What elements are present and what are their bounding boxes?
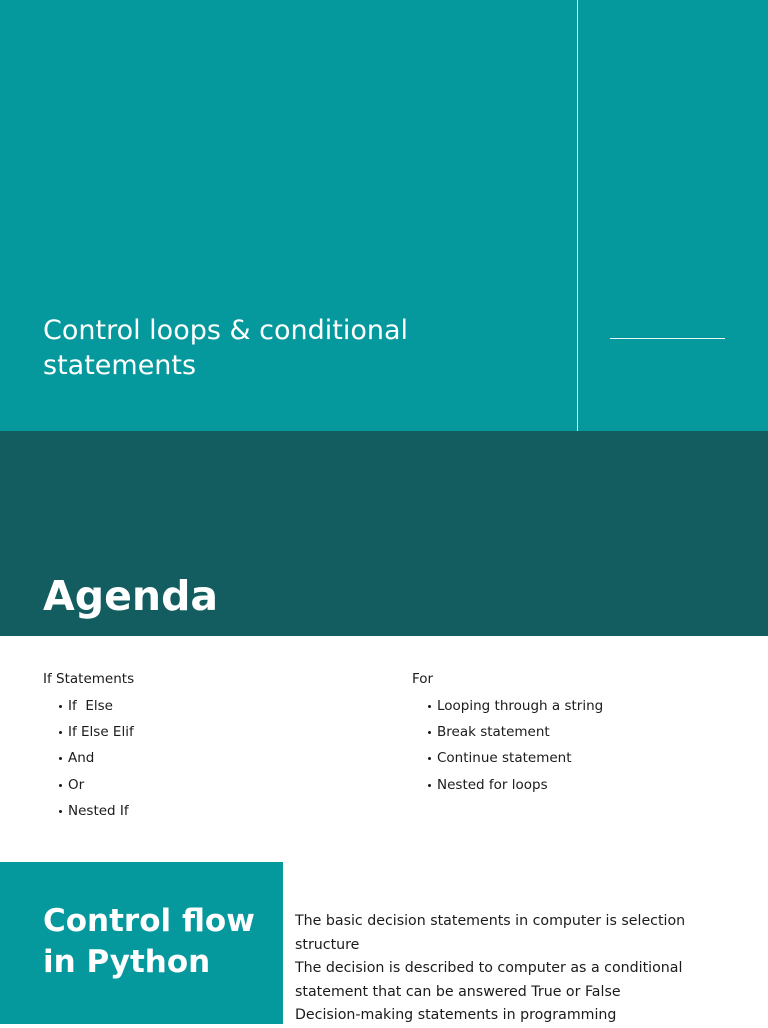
list-item: If Else Elif	[43, 719, 134, 745]
body-line: statement that can be answered True or False	[295, 983, 621, 1000]
title-slide	[0, 0, 768, 431]
list-item: Or	[43, 772, 134, 798]
list-item: Nested If	[43, 798, 134, 824]
body-line: The basic decision statements in computer is selection	[295, 913, 686, 929]
agenda-right-list	[412, 693, 603, 798]
agenda-title: Agenda	[43, 572, 219, 620]
body-line: Decision-making statements in programming	[295, 1007, 617, 1023]
list-item: Nested for loops	[412, 772, 603, 798]
section-body-text	[295, 910, 735, 1028]
vertical-divider	[577, 0, 578, 431]
body-line: structure	[295, 936, 360, 953]
section-title	[43, 901, 273, 983]
agenda-right-heading: For	[412, 671, 434, 687]
section-title-line-2: in Python	[43, 944, 211, 980]
slide-title-line-2: statements	[43, 350, 197, 381]
agenda-left-heading: If Statements	[43, 671, 135, 687]
agenda-left-list	[43, 693, 134, 824]
section-title-line-1: Control flow	[43, 903, 255, 939]
list-item: Looping through a string	[412, 693, 603, 719]
slide-title	[43, 313, 543, 383]
list-item: And	[43, 745, 134, 771]
body-line: The decision is described to computer as a conditional	[295, 960, 683, 976]
horizontal-accent-line	[610, 338, 725, 339]
slide-title-line-1: Control loops & conditional	[43, 315, 409, 346]
list-item: Continue statement	[412, 745, 603, 771]
agenda-right-column	[412, 668, 603, 798]
list-item: Break statement	[412, 719, 603, 745]
list-item: If Else	[43, 693, 134, 719]
agenda-left-column	[43, 668, 134, 824]
